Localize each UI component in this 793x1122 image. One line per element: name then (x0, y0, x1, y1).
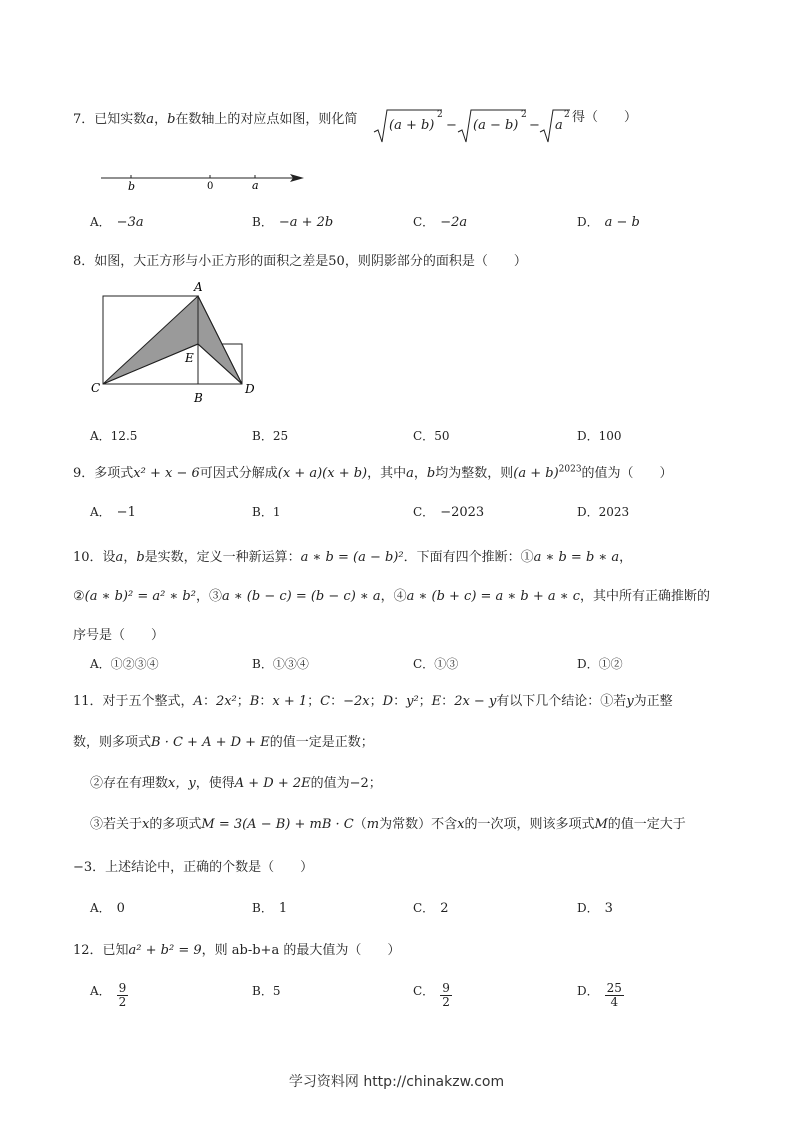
q7-rad2-exp: 2 (521, 110, 527, 120)
q8-option-d[interactable]: D．100 (577, 429, 622, 443)
q7-rad3: a (555, 118, 563, 133)
q7-stem: 7．已知实数a，b在数轴上的对应点如图，则化简 (73, 112, 358, 127)
q12-stem: 12．已知a² + b² = 9，则 ab-b+a 的最大值为（ ） (73, 943, 401, 958)
shaded-region-left (103, 296, 198, 384)
label-b: b (128, 180, 136, 193)
q10-option-a[interactable]: A．①②③④ (90, 657, 159, 671)
q8-option-b[interactable]: B．25 (252, 429, 289, 443)
fraction: $\frac{9}{2}$ (442, 981, 450, 1009)
q11-line4: ③若关于x的多项式M = 3(A − B) + mB · C（m为常数）不含x的一次项，则该多项式M的值一定大于 (90, 817, 686, 832)
q11-line5: −3．上述结论中，正确的个数是（ ） (73, 860, 314, 875)
q9-stem: 9．多项式x² + x − 6可因式分解成(x + a)(x + b)，其中a，b均为整数，则$(a + b)^{2023}$的值为（ ） (73, 464, 673, 481)
label-a: a (252, 179, 259, 192)
q11-option-b[interactable]: B． 1 (252, 901, 288, 916)
q10-line2: ②(a ∗ b)² = a² ∗ b²，③a ∗ (b − c) = (b − c) ∗ a，④a ∗ (b + c) = a ∗ b + a ∗ c，其中所有正确推断的 (73, 589, 711, 604)
q9-option-d[interactable]: D．2023 (577, 505, 630, 519)
label-E: E (185, 351, 194, 365)
q7-minus2: − (529, 118, 540, 133)
label-zero: 0 (207, 181, 214, 192)
footer-watermark: 学习资料网 http://chinakzw.com (288, 1074, 505, 1090)
q8-option-a[interactable]: A．12.5 (90, 429, 138, 443)
q8-figure (90, 280, 270, 405)
label-D: D (245, 382, 255, 396)
q11-option-c[interactable]: C． 2 (413, 901, 449, 916)
q12-option-d[interactable]: D． $\frac{25}{4}$ (577, 981, 622, 1009)
q7-tail: 得（ ） (572, 110, 638, 125)
q10-line3: 序号是（ ） (73, 628, 165, 643)
q7-option-d[interactable]: D． a − b (577, 215, 640, 230)
q10-option-c[interactable]: C．①③ (413, 657, 459, 671)
q7-minus1: − (446, 118, 457, 133)
label-B: B (194, 391, 203, 405)
q11-line2: 数，则多项式B · C + A + D + E的值一定是正数； (73, 735, 374, 750)
q7-option-b[interactable]: B． −a + 2b (252, 215, 334, 230)
q11-line1: 11．对于五个整式，A：2x²；B：x + 1；C：−2x；D：y²；E：2x − y有以下几个结论：①若y为正整 (73, 694, 673, 709)
q8-stem: 8．如图，大正方形与小正方形的面积之差是50，则阴影部分的面积是（ ） (73, 254, 527, 269)
q9-option-a[interactable]: A． −1 (90, 505, 136, 520)
q12-option-a[interactable]: A． $\frac{9}{2}$ (90, 981, 127, 1009)
q11-line3: ②存在有理数x，y，使得A + D + 2E的值为−2； (90, 776, 382, 791)
q7-rad1: (a + b) (389, 118, 435, 133)
q11-option-d[interactable]: D． 3 (577, 901, 613, 916)
q10-line1: 10．设a，b是实数，定义一种新运算：a ∗ b = (a − b)²．下面有四个推断：①a ∗ b = b ∗ a， (73, 550, 633, 565)
fraction: $\frac{25}{4}$ (606, 981, 622, 1009)
q9-option-c[interactable]: C． −2023 (413, 505, 485, 520)
q7-number-line (98, 168, 318, 198)
q7-rad3-exp: 2 (564, 110, 570, 120)
label-C: C (91, 381, 101, 395)
label-A: A (194, 280, 203, 294)
q7-option-c[interactable]: C． −2a (413, 215, 468, 230)
fraction: $\frac{9}{2}$ (118, 981, 127, 1009)
q12-option-b[interactable]: B．5 (252, 984, 281, 998)
q7-option-a[interactable]: A． −3a (90, 215, 144, 230)
q12-option-c[interactable]: C． $\frac{9}{2}$ (413, 981, 450, 1009)
q10-option-b[interactable]: B．①③④ (252, 657, 309, 671)
q8-option-c[interactable]: C．50 (413, 429, 450, 443)
q9-option-b[interactable]: B．1 (252, 505, 281, 519)
q7-rad1-exp: 2 (437, 110, 443, 120)
q7-rad2: (a − b) (473, 118, 519, 133)
q11-option-a[interactable]: A． 0 (90, 901, 125, 916)
q10-option-d[interactable]: D．①② (577, 657, 623, 671)
